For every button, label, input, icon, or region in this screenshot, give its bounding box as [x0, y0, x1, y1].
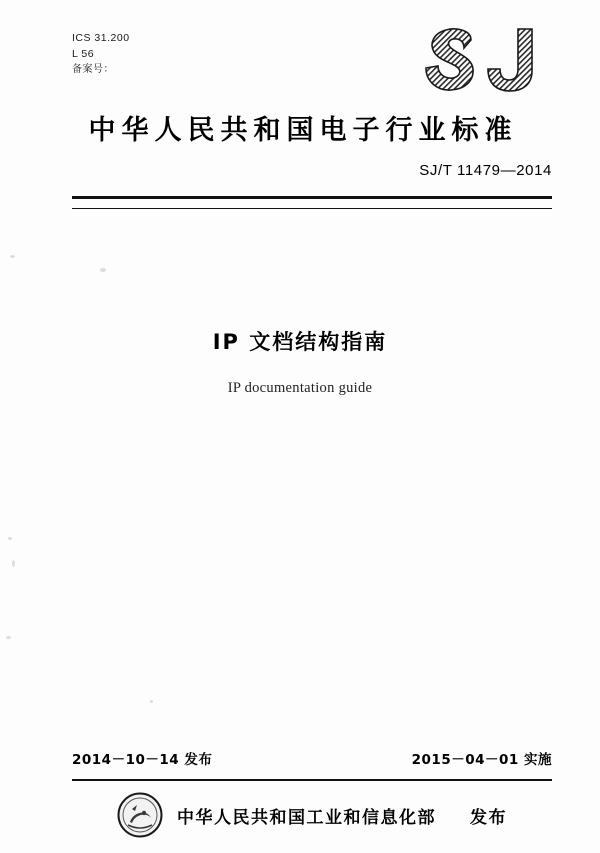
- scan-speck: [8, 537, 12, 540]
- publisher-name: 中华人民共和国工业和信息化部: [177, 807, 436, 828]
- national-emblem-icon: [117, 792, 163, 838]
- scan-speck: [12, 560, 15, 567]
- document-title-en: IP documentation guide: [227, 380, 373, 396]
- scan-speck: [10, 255, 15, 258]
- standard-number: SJ/T 11479—2014: [419, 162, 552, 179]
- divider-thick: [72, 196, 552, 199]
- scan-speck: [6, 636, 11, 639]
- document-title-cn: IP 文档结构指南: [212, 330, 388, 354]
- implementation-date: 2015－04－01 实施: [411, 752, 552, 768]
- date-line: [72, 748, 552, 768]
- publisher-verb: 发布: [470, 807, 507, 828]
- divider-thin: [72, 208, 552, 209]
- authority-title: 中华人民共和国电子行业标准: [88, 115, 518, 146]
- classification-code: L 56: [72, 48, 95, 60]
- sj-logo: [422, 24, 542, 110]
- issue-date: 2014－10－14 发布: [72, 752, 213, 768]
- record-number: 备案号：: [72, 64, 114, 75]
- divider-bottom: [72, 779, 552, 781]
- ics-code: ICS 31.200: [72, 32, 130, 44]
- header-codes: [72, 30, 130, 78]
- publisher-block: [72, 792, 552, 838]
- scan-speck: [150, 700, 153, 703]
- scan-speck: [100, 268, 106, 272]
